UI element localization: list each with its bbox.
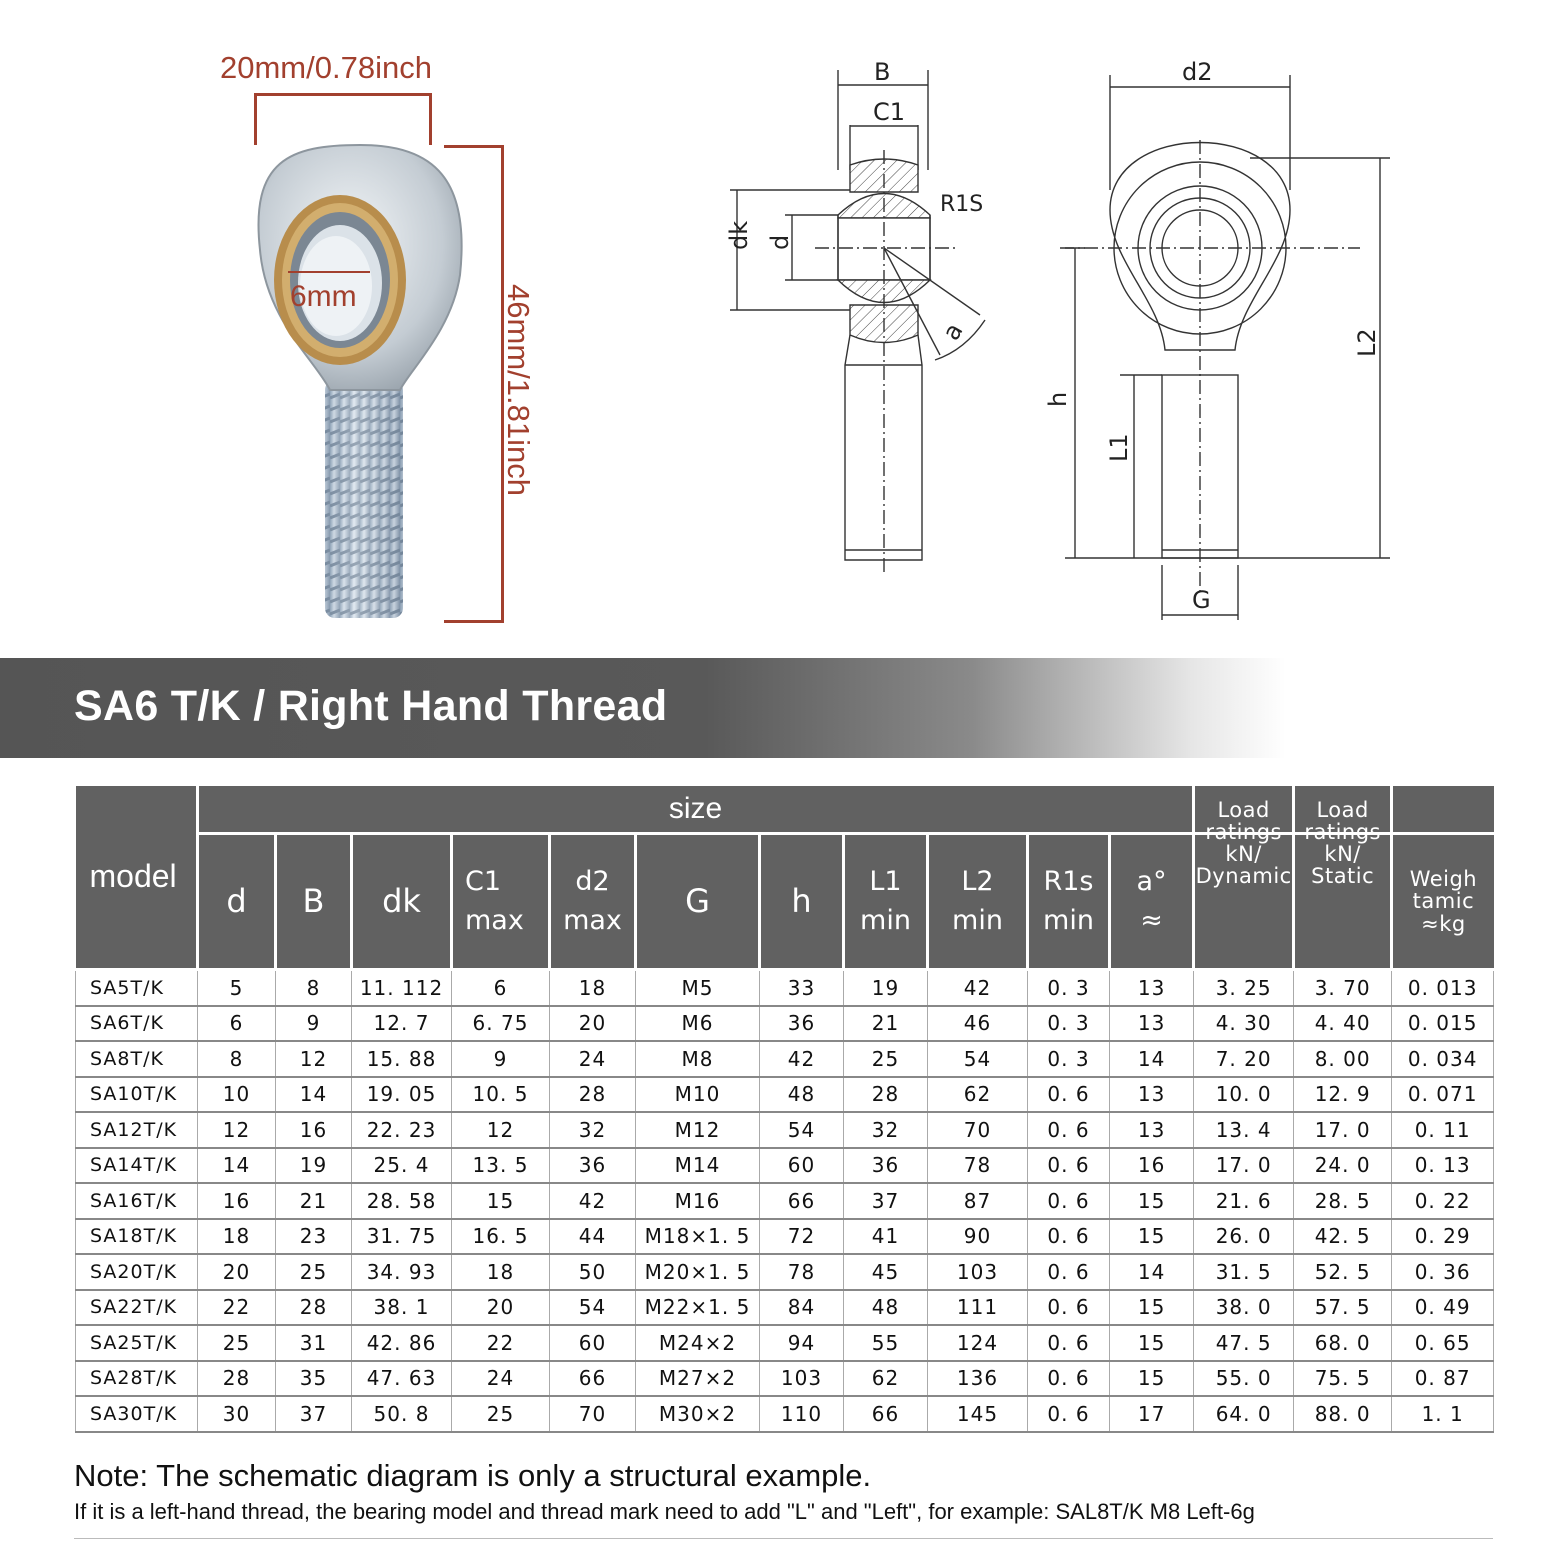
table-cell: 103 bbox=[928, 1254, 1028, 1290]
table-cell: 1. 1 bbox=[1392, 1396, 1494, 1432]
col-header-B bbox=[276, 834, 352, 970]
table-cell: 4. 30 bbox=[1194, 1006, 1294, 1042]
table-cell: 19. 05 bbox=[352, 1077, 452, 1113]
table-cell: 0. 29 bbox=[1392, 1219, 1494, 1255]
table-cell: 19 bbox=[844, 970, 928, 1006]
table-cell: 0. 3 bbox=[1028, 970, 1110, 1006]
table-cell: 15 bbox=[1110, 1325, 1194, 1361]
table-cell: 0. 3 bbox=[1028, 1006, 1110, 1042]
table-cell: 15. 88 bbox=[352, 1041, 452, 1077]
table-cell: 110 bbox=[760, 1396, 844, 1432]
table-cell: 24 bbox=[452, 1361, 550, 1397]
table-cell: 6 bbox=[452, 970, 550, 1006]
table-cell: 25 bbox=[452, 1396, 550, 1432]
label-L2: L2 bbox=[1353, 328, 1381, 357]
table-cell: 20 bbox=[198, 1254, 276, 1290]
table-cell: 0. 6 bbox=[1028, 1219, 1110, 1255]
table-cell: 12. 9 bbox=[1294, 1077, 1392, 1113]
table-cell: 70 bbox=[550, 1396, 636, 1432]
table-cell: 47. 63 bbox=[352, 1361, 452, 1397]
table-cell: 90 bbox=[928, 1219, 1028, 1255]
col-header-model: model bbox=[76, 786, 198, 970]
table-cell: 22. 23 bbox=[352, 1112, 452, 1148]
table-cell: 21. 6 bbox=[1194, 1183, 1294, 1219]
table-cell: 13. 5 bbox=[452, 1148, 550, 1184]
table-row bbox=[76, 1148, 1494, 1184]
label-h: h bbox=[1044, 391, 1072, 407]
table-cell: 111 bbox=[928, 1290, 1028, 1326]
table-cell: 32 bbox=[844, 1112, 928, 1148]
table-row bbox=[76, 1325, 1494, 1361]
table-cell: 28. 5 bbox=[1294, 1183, 1392, 1219]
table-cell: 38. 0 bbox=[1194, 1290, 1294, 1326]
table-cell: 145 bbox=[928, 1396, 1028, 1432]
table-row bbox=[76, 1041, 1494, 1077]
table-cell: 21 bbox=[844, 1006, 928, 1042]
table-cell: 42 bbox=[760, 1041, 844, 1077]
table-cell: 14 bbox=[198, 1148, 276, 1184]
table-cell: 3. 25 bbox=[1194, 970, 1294, 1006]
col-header-label: Load bbox=[1316, 798, 1369, 822]
table-cell: 9 bbox=[452, 1041, 550, 1077]
table-cell: 0. 6 bbox=[1028, 1325, 1110, 1361]
table-cell: 46 bbox=[928, 1006, 1028, 1042]
table-cell: 0. 65 bbox=[1392, 1325, 1494, 1361]
table-cell: 28. 58 bbox=[352, 1183, 452, 1219]
col-header-sublabel: ratings bbox=[1304, 820, 1381, 845]
table-cell: 0. 36 bbox=[1392, 1254, 1494, 1290]
col-header-dk bbox=[352, 834, 452, 970]
col-header-sublabel: tamic bbox=[1412, 889, 1475, 914]
table-cell: 54 bbox=[550, 1290, 636, 1326]
table-cell: 55 bbox=[844, 1325, 928, 1361]
table-cell: 33 bbox=[760, 970, 844, 1006]
table-cell: 44 bbox=[550, 1219, 636, 1255]
table-row bbox=[76, 1254, 1494, 1290]
title-banner bbox=[0, 658, 1568, 758]
table-cell: 66 bbox=[844, 1396, 928, 1432]
table-cell: 15 bbox=[1110, 1219, 1194, 1255]
table-cell: 17 bbox=[1110, 1396, 1194, 1432]
bore-diameter-label: 6mm bbox=[290, 280, 357, 313]
table-cell: 28 bbox=[276, 1290, 352, 1326]
table-cell: 6. 75 bbox=[452, 1006, 550, 1042]
col-header-sublabel: min bbox=[952, 904, 1003, 936]
table-cell: 68. 0 bbox=[1294, 1325, 1392, 1361]
note-line-1: Note: The schematic diagram is only a structural example. bbox=[74, 1458, 872, 1493]
width-dimension-label: 20mm/0.78inch bbox=[220, 50, 432, 85]
table-cell: 22 bbox=[452, 1325, 550, 1361]
table-cell: 20 bbox=[452, 1290, 550, 1326]
table-cell: 28 bbox=[550, 1077, 636, 1113]
table-cell: 0. 3 bbox=[1028, 1041, 1110, 1077]
table-row bbox=[76, 1396, 1494, 1432]
col-header-sublabel: ≈ bbox=[1140, 904, 1163, 936]
table-cell: 9 bbox=[276, 1006, 352, 1042]
table-cell: 0. 11 bbox=[1392, 1112, 1494, 1148]
table-cell: 0. 22 bbox=[1392, 1183, 1494, 1219]
table-cell: M5 bbox=[636, 970, 760, 1006]
table-cell: 34. 93 bbox=[352, 1254, 452, 1290]
table-cell: 87 bbox=[928, 1183, 1028, 1219]
table-cell: 13 bbox=[1110, 1006, 1194, 1042]
bottom-divider bbox=[74, 1538, 1493, 1539]
table-cell: 24 bbox=[550, 1041, 636, 1077]
table-cell: 13 bbox=[1110, 1112, 1194, 1148]
col-header-G bbox=[636, 834, 760, 970]
table-cell: 25 bbox=[276, 1254, 352, 1290]
table-row bbox=[76, 1077, 1494, 1113]
spec-table bbox=[75, 786, 1494, 1433]
table-cell: 21 bbox=[276, 1183, 352, 1219]
col-header-label: Weigh bbox=[1409, 867, 1478, 892]
model-cell: SA6T/K bbox=[76, 1006, 198, 1042]
table-cell: 8 bbox=[276, 970, 352, 1006]
col-header-label: d2 bbox=[575, 866, 610, 898]
table-cell: 11. 112 bbox=[352, 970, 452, 1006]
table-cell: 70 bbox=[928, 1112, 1028, 1148]
table-cell: 32 bbox=[550, 1112, 636, 1148]
table-cell: 3. 70 bbox=[1294, 970, 1392, 1006]
model-cell: SA30T/K bbox=[76, 1396, 198, 1432]
col-header-sublabel: min bbox=[860, 904, 911, 936]
col-header-label: h bbox=[791, 881, 812, 920]
table-cell: 54 bbox=[928, 1041, 1028, 1077]
table-cell: 35 bbox=[276, 1361, 352, 1397]
table-cell: 14 bbox=[1110, 1254, 1194, 1290]
model-cell: SA8T/K bbox=[76, 1041, 198, 1077]
model-cell: SA5T/K bbox=[76, 970, 198, 1006]
table-cell: 75. 5 bbox=[1294, 1361, 1392, 1397]
col-header-label: Load bbox=[1217, 798, 1270, 822]
table-cell: 60 bbox=[550, 1325, 636, 1361]
col-header-weight bbox=[1392, 834, 1494, 970]
table-cell: 12 bbox=[198, 1112, 276, 1148]
width-dimension-tick-left bbox=[254, 93, 257, 145]
table-cell: 6 bbox=[198, 1006, 276, 1042]
table-row bbox=[76, 1219, 1494, 1255]
col-header-load-dynamic bbox=[1194, 798, 1294, 970]
label-B: B bbox=[874, 58, 891, 86]
col-header-d bbox=[198, 834, 276, 970]
width-dimension-tick-right bbox=[429, 93, 432, 145]
label-a: a bbox=[937, 318, 969, 345]
table-cell: 42 bbox=[928, 970, 1028, 1006]
table-cell: M30×2 bbox=[636, 1396, 760, 1432]
table-cell: M14 bbox=[636, 1148, 760, 1184]
table-cell: 36 bbox=[550, 1148, 636, 1184]
col-header-C1 bbox=[452, 834, 550, 970]
table-cell: 45 bbox=[844, 1254, 928, 1290]
col-header-label: L1 bbox=[869, 866, 902, 898]
table-cell: 18 bbox=[452, 1254, 550, 1290]
table-row bbox=[76, 1183, 1494, 1219]
table-cell: 41 bbox=[844, 1219, 928, 1255]
table-cell: 23 bbox=[276, 1219, 352, 1255]
table-cell: M20×1. 5 bbox=[636, 1254, 760, 1290]
table-cell: 136 bbox=[928, 1361, 1028, 1397]
table-cell: 30 bbox=[198, 1396, 276, 1432]
length-dimension-tick-top bbox=[444, 145, 504, 148]
table-cell: M8 bbox=[636, 1041, 760, 1077]
table-cell: 13. 4 bbox=[1194, 1112, 1294, 1148]
table-cell: 38. 1 bbox=[352, 1290, 452, 1326]
model-cell: SA22T/K bbox=[76, 1290, 198, 1326]
table-cell: M24×2 bbox=[636, 1325, 760, 1361]
table-cell: 0. 034 bbox=[1392, 1041, 1494, 1077]
table-cell: 0. 6 bbox=[1028, 1112, 1110, 1148]
technical-drawing bbox=[690, 50, 1420, 640]
col-header-label: L2 bbox=[961, 866, 994, 898]
col-header-blank bbox=[1392, 786, 1494, 834]
model-cell: SA14T/K bbox=[76, 1148, 198, 1184]
table-cell: 13 bbox=[1110, 970, 1194, 1006]
table-cell: 0. 013 bbox=[1392, 970, 1494, 1006]
table-row bbox=[76, 1006, 1494, 1042]
label-d: d bbox=[766, 234, 794, 250]
col-header-L1 bbox=[844, 834, 928, 970]
table-cell: 48 bbox=[760, 1077, 844, 1113]
table-cell: 4. 40 bbox=[1294, 1006, 1392, 1042]
col-header-sublabel: max bbox=[465, 904, 524, 936]
col-header-sublabel: min bbox=[1043, 904, 1094, 936]
note-line-2: If it is a left-hand thread, the bearing model and thread mark need to add "L" and "Left", for example: SAL8T/K M8 Left-6g bbox=[74, 1499, 1255, 1524]
table-cell: 54 bbox=[760, 1112, 844, 1148]
table-cell: 16. 5 bbox=[452, 1219, 550, 1255]
table-cell: 12 bbox=[276, 1041, 352, 1077]
label-C1: C1 bbox=[873, 98, 906, 126]
table-cell: 0. 87 bbox=[1392, 1361, 1494, 1397]
table-cell: 28 bbox=[844, 1077, 928, 1113]
col-header-sublabel: ≈kg bbox=[1421, 911, 1466, 936]
model-cell: SA20T/K bbox=[76, 1254, 198, 1290]
col-header-label: R1s bbox=[1043, 866, 1094, 898]
table-cell: 0. 6 bbox=[1028, 1396, 1110, 1432]
table-cell: 36 bbox=[844, 1148, 928, 1184]
label-R1s: R1S bbox=[940, 192, 984, 217]
table-cell: 15 bbox=[1110, 1290, 1194, 1326]
table-cell: 10 bbox=[198, 1077, 276, 1113]
table-cell: 25. 4 bbox=[352, 1148, 452, 1184]
table-cell: M18×1. 5 bbox=[636, 1219, 760, 1255]
table-cell: 55. 0 bbox=[1194, 1361, 1294, 1397]
table-body bbox=[76, 970, 1494, 1432]
col-header-label: d bbox=[226, 881, 247, 920]
table-cell: 78 bbox=[760, 1254, 844, 1290]
table-cell: 18 bbox=[550, 970, 636, 1006]
table-cell: 10. 0 bbox=[1194, 1077, 1294, 1113]
table-cell: 0. 13 bbox=[1392, 1148, 1494, 1184]
table-cell: 22 bbox=[198, 1290, 276, 1326]
table-cell: 25 bbox=[844, 1041, 928, 1077]
col-header-sublabel: kN/ bbox=[1225, 842, 1262, 867]
table-cell: 16 bbox=[198, 1183, 276, 1219]
col-header-L2 bbox=[928, 834, 1028, 970]
col-header-label: G bbox=[685, 881, 710, 920]
table-cell: 47. 5 bbox=[1194, 1325, 1294, 1361]
table-cell: 103 bbox=[760, 1361, 844, 1397]
table-cell: 15 bbox=[1110, 1183, 1194, 1219]
table-cell: 0. 49 bbox=[1392, 1290, 1494, 1326]
table-cell: 42. 5 bbox=[1294, 1219, 1392, 1255]
label-L1: L1 bbox=[1105, 433, 1133, 462]
length-dimension-tick-bottom bbox=[444, 620, 504, 623]
table-cell: 124 bbox=[928, 1325, 1028, 1361]
table-cell: 88. 0 bbox=[1294, 1396, 1392, 1432]
table-cell: 64. 0 bbox=[1194, 1396, 1294, 1432]
col-header-label: a° bbox=[1136, 866, 1167, 898]
table-cell: 17. 0 bbox=[1194, 1148, 1294, 1184]
table-cell: 31. 75 bbox=[352, 1219, 452, 1255]
model-cell: SA25T/K bbox=[76, 1325, 198, 1361]
label-dk: dk bbox=[725, 220, 753, 250]
table-cell: M6 bbox=[636, 1006, 760, 1042]
table-cell: 66 bbox=[760, 1183, 844, 1219]
table-cell: 17. 0 bbox=[1294, 1112, 1392, 1148]
table-cell: 31. 5 bbox=[1194, 1254, 1294, 1290]
table-cell: 36 bbox=[760, 1006, 844, 1042]
table-cell: 0. 6 bbox=[1028, 1361, 1110, 1397]
table-cell: 31 bbox=[276, 1325, 352, 1361]
table-cell: 84 bbox=[760, 1290, 844, 1326]
table-row bbox=[76, 1361, 1494, 1397]
table-cell: M12 bbox=[636, 1112, 760, 1148]
table-cell: 15 bbox=[1110, 1361, 1194, 1397]
table-cell: 12. 7 bbox=[352, 1006, 452, 1042]
table-cell: 0. 6 bbox=[1028, 1290, 1110, 1326]
table-cell: 50 bbox=[550, 1254, 636, 1290]
table-cell: M27×2 bbox=[636, 1361, 760, 1397]
table-cell: 13 bbox=[1110, 1077, 1194, 1113]
table-cell: 12 bbox=[452, 1112, 550, 1148]
table-cell: 60 bbox=[760, 1148, 844, 1184]
table-cell: 14 bbox=[1110, 1041, 1194, 1077]
table-cell: 52. 5 bbox=[1294, 1254, 1392, 1290]
table-cell: 62 bbox=[844, 1361, 928, 1397]
col-header-label: B bbox=[302, 881, 325, 920]
table-cell: 57. 5 bbox=[1294, 1290, 1392, 1326]
table-cell: 18 bbox=[198, 1219, 276, 1255]
table-cell: 50. 8 bbox=[352, 1396, 452, 1432]
table-cell: M10 bbox=[636, 1077, 760, 1113]
table-cell: 20 bbox=[550, 1006, 636, 1042]
col-header-sublabel: Static bbox=[1311, 864, 1375, 889]
col-header-h bbox=[760, 834, 844, 970]
col-header-sublabel: ratings bbox=[1205, 820, 1282, 845]
table-cell: 37 bbox=[276, 1396, 352, 1432]
table-cell: 0. 015 bbox=[1392, 1006, 1494, 1042]
table-cell: 25 bbox=[198, 1325, 276, 1361]
col-header-sublabel: kN/ bbox=[1324, 842, 1361, 867]
table-cell: 8. 00 bbox=[1294, 1041, 1392, 1077]
table-cell: 72 bbox=[760, 1219, 844, 1255]
model-cell: SA28T/K bbox=[76, 1361, 198, 1397]
table-cell: 15 bbox=[452, 1183, 550, 1219]
table-row bbox=[76, 1112, 1494, 1148]
table-cell: 66 bbox=[550, 1361, 636, 1397]
model-cell: SA18T/K bbox=[76, 1219, 198, 1255]
table-cell: 94 bbox=[760, 1325, 844, 1361]
table-header-row-2 bbox=[76, 834, 1494, 970]
col-header-size: size bbox=[198, 786, 1194, 834]
table-cell: 48 bbox=[844, 1290, 928, 1326]
table-cell: 14 bbox=[276, 1077, 352, 1113]
table-cell: 26. 0 bbox=[1194, 1219, 1294, 1255]
col-header-load-static bbox=[1294, 798, 1392, 970]
col-header-label: C1 bbox=[465, 866, 502, 898]
banner-title: SA6 T/K / Right Hand Thread bbox=[74, 682, 668, 730]
table-cell: 16 bbox=[1110, 1148, 1194, 1184]
table-cell: 19 bbox=[276, 1148, 352, 1184]
table-cell: 62 bbox=[928, 1077, 1028, 1113]
table-cell: M16 bbox=[636, 1183, 760, 1219]
table-cell: 0. 6 bbox=[1028, 1183, 1110, 1219]
table-cell: 37 bbox=[844, 1183, 928, 1219]
width-dimension-line bbox=[254, 93, 432, 96]
table-row bbox=[76, 970, 1494, 1006]
table-cell: M22×1. 5 bbox=[636, 1290, 760, 1326]
length-dimension-label: 46mm/1.81inch bbox=[501, 284, 536, 496]
model-cell: SA12T/K bbox=[76, 1112, 198, 1148]
col-header-a bbox=[1110, 834, 1194, 970]
table-cell: 5 bbox=[198, 970, 276, 1006]
table-cell: 8 bbox=[198, 1041, 276, 1077]
table-cell: 42 bbox=[550, 1183, 636, 1219]
label-d2: d2 bbox=[1182, 58, 1213, 86]
table-cell: 0. 071 bbox=[1392, 1077, 1494, 1113]
col-header-sublabel: Dynamic bbox=[1195, 864, 1292, 889]
table-cell: 78 bbox=[928, 1148, 1028, 1184]
table-cell: 28 bbox=[198, 1361, 276, 1397]
model-cell: SA16T/K bbox=[76, 1183, 198, 1219]
col-header-label: dk bbox=[382, 881, 421, 920]
table-cell: 7. 20 bbox=[1194, 1041, 1294, 1077]
table-cell: 42. 86 bbox=[352, 1325, 452, 1361]
model-cell: SA10T/K bbox=[76, 1077, 198, 1113]
table-cell: 0. 6 bbox=[1028, 1077, 1110, 1113]
col-header-sublabel: max bbox=[563, 904, 622, 936]
table-cell: 16 bbox=[276, 1112, 352, 1148]
col-header-R1s bbox=[1028, 834, 1110, 970]
table-cell: 0. 6 bbox=[1028, 1254, 1110, 1290]
table-cell: 0. 6 bbox=[1028, 1148, 1110, 1184]
table-row bbox=[76, 1290, 1494, 1326]
label-G: G bbox=[1192, 586, 1211, 614]
table-cell: 10. 5 bbox=[452, 1077, 550, 1113]
col-header-d2 bbox=[550, 834, 636, 970]
table-cell: 24. 0 bbox=[1294, 1148, 1392, 1184]
